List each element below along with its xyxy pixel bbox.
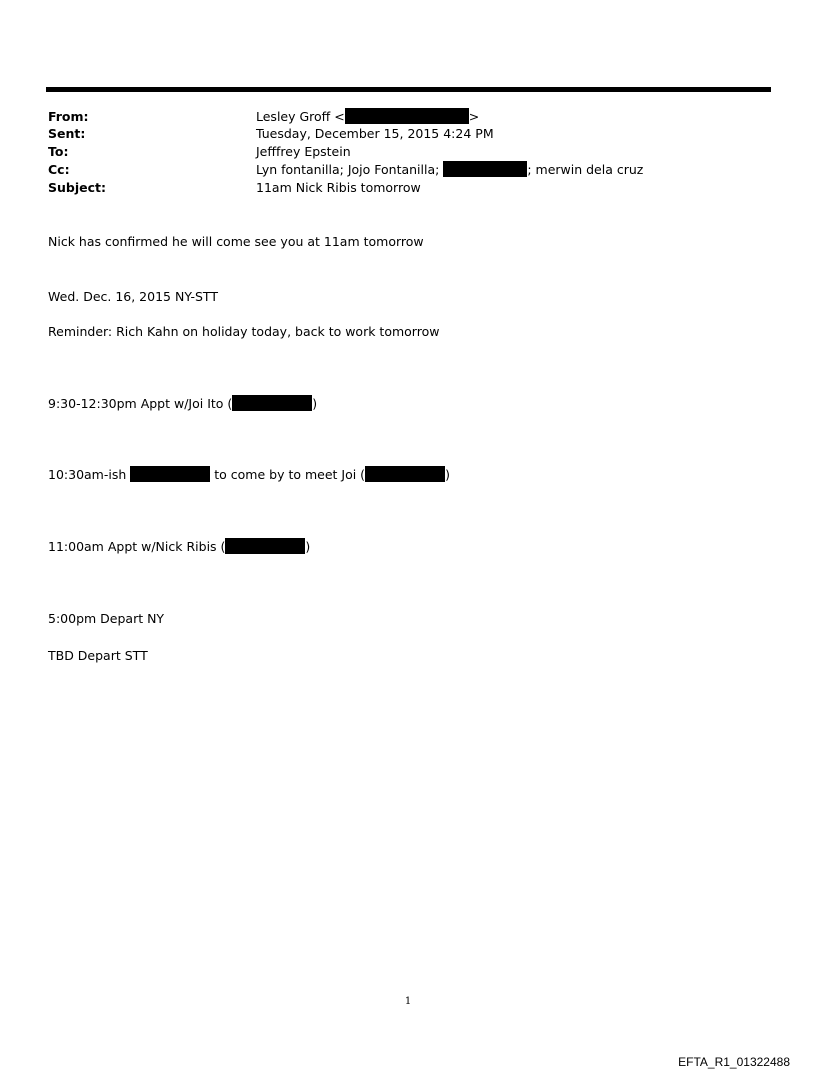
to-value: Jefffrey Epstein bbox=[256, 144, 351, 159]
cc-value bbox=[256, 161, 643, 178]
appointment-close-paren: ) bbox=[445, 467, 450, 482]
appointment-joi-ito bbox=[48, 395, 317, 412]
depart-stt: TBD Depart STT bbox=[48, 648, 148, 663]
appointment-text: 9:30-12:30pm Appt w/Joi Ito ( bbox=[48, 396, 233, 411]
redaction-box bbox=[130, 466, 210, 482]
sent-value: Tuesday, December 15, 2015 4:24 PM bbox=[256, 126, 494, 141]
redaction-box bbox=[345, 108, 469, 124]
cc-recipients-tail: ; merwin dela cruz bbox=[527, 162, 644, 177]
intro-text: Nick has confirmed he will come see you at 11am tomorrow bbox=[48, 234, 424, 249]
appointment-close-paren: ) bbox=[305, 539, 311, 554]
to-label: To: bbox=[48, 144, 69, 159]
appointment-text: 10:30am-ish bbox=[48, 467, 127, 482]
appointment-close-paren: ) bbox=[312, 396, 318, 411]
document-id: EFTA_R1_01322488 bbox=[678, 1055, 790, 1069]
redaction-box bbox=[232, 395, 312, 411]
appointment-text: 11:00am Appt w/Nick Ribis ( bbox=[48, 539, 226, 554]
cc-label: Cc: bbox=[48, 162, 70, 177]
redaction-box bbox=[225, 538, 305, 554]
schedule-date: Wed. Dec. 16, 2015 NY-STT bbox=[48, 289, 218, 304]
subject-label: Subject: bbox=[48, 180, 106, 195]
appointment-meet-joi bbox=[48, 466, 450, 483]
page-number: 1 bbox=[404, 996, 412, 1007]
redaction-box bbox=[365, 466, 445, 482]
depart-ny: 5:00pm Depart NY bbox=[48, 611, 165, 626]
cc-recipients: Lyn fontanilla; Jojo Fontanilla; bbox=[256, 162, 440, 177]
sent-label: Sent: bbox=[48, 126, 86, 141]
from-close-bracket: > bbox=[468, 109, 480, 124]
reminder-text: Reminder: Rich Kahn on holiday today, back to work tomorrow bbox=[48, 324, 440, 339]
from-name: Lesley Groff < bbox=[256, 109, 345, 124]
from-label: From: bbox=[48, 109, 89, 124]
appointment-nick-ribis bbox=[48, 538, 310, 555]
from-value bbox=[256, 108, 479, 125]
subject-value: 11am Nick Ribis tomorrow bbox=[256, 180, 421, 195]
redaction-box bbox=[443, 161, 527, 177]
appointment-text: to come by to meet Joi ( bbox=[214, 467, 366, 482]
header-divider bbox=[46, 87, 771, 92]
